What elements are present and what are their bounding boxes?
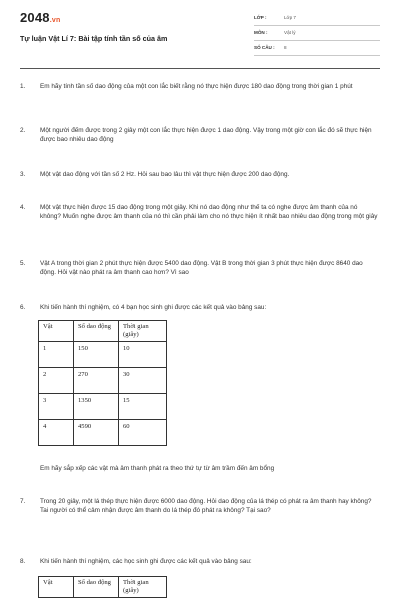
question-text: Vật A trong thời gian 2 phút thực hiện được 5400 dao động. Vật B trong thời gian 3 phút thực hiện được 8640 dao động. Hỏi vật nào phát ra âm thanh cao hơn? Vì sao (40, 260, 363, 277)
table-row (39, 342, 167, 368)
logo-suffix: .vn (49, 17, 61, 24)
question-number: 1. (20, 83, 26, 90)
question-text: Em hãy tính tần số dao động của một con lắc biết rằng nó thực hiện được 180 dao động trong thời gian 1 phút (40, 83, 353, 90)
document-title: Tự luận Vật Lí 7: Bài tập tính tần số của âm (20, 34, 168, 43)
table-cell: 15 (119, 394, 167, 420)
question-text: Em hãy sắp xếp các vật mà âm thanh phát ra theo thứ tự từ âm trầm đến âm bổng (40, 465, 275, 472)
question-text: Một vật dao động với tần số 2 Hz. Hỏi sau bao lâu thì vật thực hiện được 200 dao động. (40, 171, 290, 178)
column-header: Số dao động (74, 321, 119, 342)
table-cell: 1350 (74, 394, 119, 420)
meta-key: MÔN : (254, 30, 268, 35)
table-header-row (39, 321, 167, 342)
table-cell: 30 (119, 368, 167, 394)
question-number: 2. (20, 127, 26, 134)
table-cell: 3 (39, 394, 74, 420)
table-cell: 2 (39, 368, 74, 394)
table-cell: 150 (74, 342, 119, 368)
question-text: Khi tiến hành thí nghiệm, có 4 bạn học sinh ghi được các kết quả vào bảng sau: (40, 304, 267, 311)
table-row (39, 368, 167, 394)
results-table-q6 (38, 320, 167, 446)
question-text: Một vật thực hiện được 15 dao động trong một giây. Khi nó dao động như thế ta có nghe được âm thanh của nó không? Muốn nghe được âm thanh của nó thì cần phải làm cho nó thực hiện ít nhất bao nhiêu dao động trong một giây (40, 204, 378, 221)
page-header (0, 0, 400, 66)
question-number: 5. (20, 260, 26, 267)
question-number: 4. (20, 204, 26, 211)
meta-row-subject (254, 29, 380, 41)
column-header: Thời gian (giây) (119, 577, 167, 598)
question-number: 7. (20, 498, 26, 505)
column-header: Vật (39, 577, 74, 598)
meta-key: LỚP : (254, 15, 267, 20)
table-row (39, 420, 167, 446)
meta-row-count (254, 44, 380, 56)
meta-key: SỐ CÂU : (254, 45, 275, 50)
table-cell: 4590 (74, 420, 119, 446)
results-table-q8 (38, 576, 167, 598)
meta-row-class (254, 14, 380, 26)
question-text: Khi tiến hành thí nghiệm, các học sinh ghi được các kết quả vào bảng sau: (40, 558, 252, 565)
question-text: Trong 20 giây, một lá thép thực hiện được 6000 dao động. Hỏi dao động của lá thép có phát ra âm thanh hay không? Tai người có thể cảm nhận được âm thanh do lá thép đó phát ra không? Tại sao? (40, 498, 372, 515)
meta-value: Vật lý (284, 30, 296, 35)
column-header: Thời gian (giây) (119, 321, 167, 342)
meta-value: Lớp 7 (284, 15, 296, 20)
table-cell: 60 (119, 420, 167, 446)
question-text: Một người đếm được trong 2 giây một con lắc thực hiện được 1 dao động. Vậy trong một giờ con lắc đó sẽ thực hiện được bao nhiêu dao động (40, 127, 372, 144)
question-number: 3. (20, 171, 26, 178)
table-cell: 270 (74, 368, 119, 394)
logo-number: 2048 (20, 10, 50, 25)
meta-value: 8 (284, 45, 287, 50)
table-row (39, 394, 167, 420)
column-header: Vật (39, 321, 74, 342)
column-header: Số dao động (74, 577, 119, 598)
table-cell: 10 (119, 342, 167, 368)
table-cell: 4 (39, 420, 74, 446)
site-logo[interactable] (20, 9, 60, 28)
table-cell: 1 (39, 342, 74, 368)
question-number: 8. (20, 558, 26, 565)
header-divider (20, 68, 380, 69)
table-header-row (39, 577, 167, 598)
question-number: 6. (20, 304, 26, 311)
